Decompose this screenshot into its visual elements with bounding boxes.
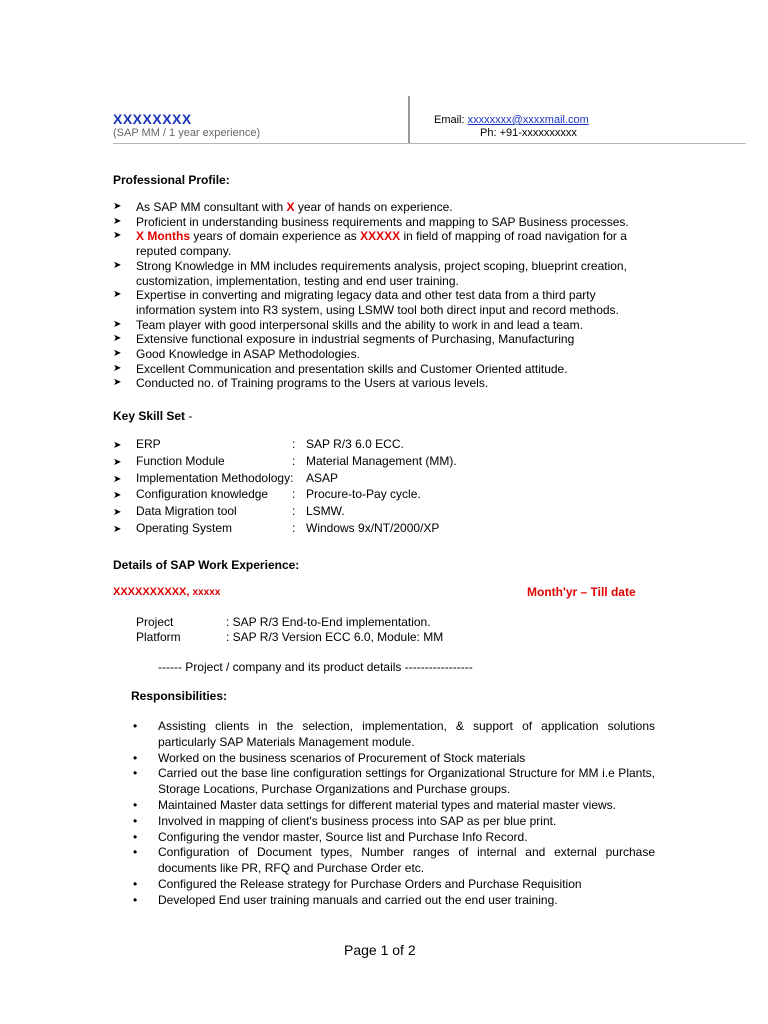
skill-label: Operating System (136, 520, 233, 535)
header-horizontal-divider (113, 143, 746, 144)
skill-value: Material Management (MM). (306, 453, 457, 468)
arrow-bullet-icon: ➤ (113, 377, 122, 389)
list-item: ➤ Conducted no. of Training programs to the Users at various levels. (113, 376, 489, 391)
arrow-bullet-icon: ➤ (113, 456, 122, 468)
arrow-bullet-icon: ➤ (113, 440, 122, 451)
list-item: ➤ Team player with good interpersonal skills and the ability to work in and lead a team. (113, 317, 583, 332)
list-item: ➤ Excellent Communication and presentation skills and Customer Oriented attitude. (113, 361, 568, 376)
skill-separator: : (292, 453, 296, 468)
skill-separator: : (292, 437, 296, 451)
arrow-bullet-icon: ➤ (113, 201, 122, 212)
company-name: XXXXXXXXXX, xxxxx (113, 586, 221, 598)
arrow-bullet-icon: ➤ (113, 507, 122, 519)
list-item: • Worked on the business scenarios of Procurement of Stock materials (133, 750, 526, 765)
round-bullet-icon: • (133, 750, 138, 765)
skill-value: SAP R/3 6.0 ECC. (306, 437, 404, 451)
list-item: ➤ Proficient in understanding business requirements and mapping to SAP Business processes. (113, 214, 629, 229)
table-row (113, 454, 457, 471)
candidate-subtitle: (SAP MM / 1 year experience) (113, 127, 261, 139)
skill-label: Function Module (136, 453, 225, 468)
table-row (113, 471, 457, 488)
table-row (113, 521, 457, 538)
phone-number: Ph: +91-xxxxxxxxxx (480, 127, 577, 139)
profile-heading: Professional Profile: (113, 173, 230, 187)
skill-value: ASAP (306, 470, 339, 485)
skill-value: LSMW. (306, 504, 345, 519)
skill-label: Implementation Methodology: (136, 470, 294, 485)
page-number: Page 1 of 2 (344, 942, 416, 958)
skill-label: Data Migration tool (136, 504, 237, 519)
project-label: Project (136, 615, 174, 629)
round-bullet-icon: • (133, 813, 138, 828)
project-details-divider: ------ Project / company and its product details ----------------- (158, 660, 473, 674)
profile-list (113, 200, 653, 391)
project-value: : SAP R/3 End-to-End implementation. (226, 615, 431, 629)
skill-separator: : (292, 487, 296, 502)
list-item: • Developed End user training manuals and carried out the end user training. (133, 892, 558, 907)
arrow-bullet-icon: ➤ (113, 333, 122, 345)
skill-label: ERP (136, 437, 161, 451)
list-item: ➤ As SAP MM consultant with X year of hands on experience. (113, 200, 453, 214)
list-item: • Configured the Release strategy for Purchase Orders and Purchase Requisition (133, 876, 582, 891)
round-bullet-icon: • (133, 719, 138, 733)
list-item: • Configuring the vendor master, Source list and Purchase Info Record. (133, 829, 528, 844)
responsibilities-heading: Responsibilities: (131, 689, 228, 703)
arrow-bullet-icon: ➤ (113, 215, 122, 227)
round-bullet-icon: • (133, 845, 138, 860)
candidate-name: XXXXXXXX (113, 111, 192, 127)
table-row (113, 437, 457, 454)
email-label: Email: (434, 114, 465, 126)
arrow-bullet-icon: ➤ (113, 230, 122, 242)
arrow-bullet-icon: ➤ (113, 490, 122, 502)
experience-heading: Details of SAP Work Experience: (113, 558, 300, 572)
responsibilities-list (131, 719, 655, 909)
list-item: • Assisting clients in the selection, implementation, & support of application solutions particularly SAP Materials Management module. (133, 719, 655, 749)
round-bullet-icon: • (133, 892, 138, 907)
list-item: • Carried out the base line configuration settings for Organizational Structure for MM i.e Plants, Storage Locations, Purchase Organizations and Purchase groups. (133, 766, 655, 797)
list-item: • Configuration of Document types, Number ranges of internal and external purchase documents like PR, RFQ and Purchase Order etc. (133, 845, 655, 876)
email-link[interactable]: xxxxxxxx@xxxxmail.com (467, 114, 589, 126)
skill-value: Procure-to-Pay cycle. (306, 487, 421, 502)
list-item: ➤ X Months years of domain experience as XXXXX in field of mapping of road navigation for a reputed company. (113, 229, 627, 259)
arrow-bullet-icon: ➤ (113, 523, 122, 535)
arrow-bullet-icon: ➤ (113, 318, 122, 330)
skill-label: Configuration knowledge (136, 487, 269, 502)
round-bullet-icon: • (133, 829, 138, 844)
arrow-bullet-icon: ➤ (113, 348, 122, 360)
skill-separator: : (292, 520, 296, 535)
list-item: ➤ Extensive functional exposure in industrial segments of Purchasing, Manufacturing (113, 332, 575, 347)
skills-table (113, 437, 457, 538)
list-item: ➤ Good Knowledge in ASAP Methodologies. (113, 347, 360, 362)
arrow-bullet-icon: ➤ (113, 289, 122, 301)
list-item: • Maintained Master data settings for different material types and material master views. (133, 797, 616, 812)
list-item: ➤ Expertise in converting and migrating legacy data and other test data from a third party information system into R3 system, using LSMW tool both direct input and record methods. (113, 288, 619, 317)
table-row (113, 487, 457, 504)
list-item: • Involved in mapping of client's business process into SAP as per blue print. (133, 813, 557, 828)
skills-heading: Key Skill Set - (113, 409, 193, 423)
skill-value: Windows 9x/NT/2000/XP (306, 520, 440, 535)
platform-value: : SAP R/3 Version ECC 6.0, Module: MM (226, 630, 444, 644)
table-row (113, 504, 457, 521)
list-item: ➤ Strong Knowledge in MM includes requirements analysis, project scoping, blueprint creation, customization, implementation, testing and end user training. (113, 258, 627, 288)
round-bullet-icon: • (133, 797, 138, 812)
platform-label: Platform (136, 630, 181, 644)
header-vertical-divider (408, 96, 410, 144)
arrow-bullet-icon: ➤ (113, 362, 122, 374)
arrow-bullet-icon: ➤ (113, 473, 122, 485)
round-bullet-icon: • (133, 876, 138, 891)
arrow-bullet-icon: ➤ (113, 259, 122, 271)
skill-separator: : (292, 504, 296, 519)
email-row (434, 114, 589, 126)
employment-period: Month'yr – Till date (527, 585, 636, 599)
round-bullet-icon: • (133, 766, 138, 781)
